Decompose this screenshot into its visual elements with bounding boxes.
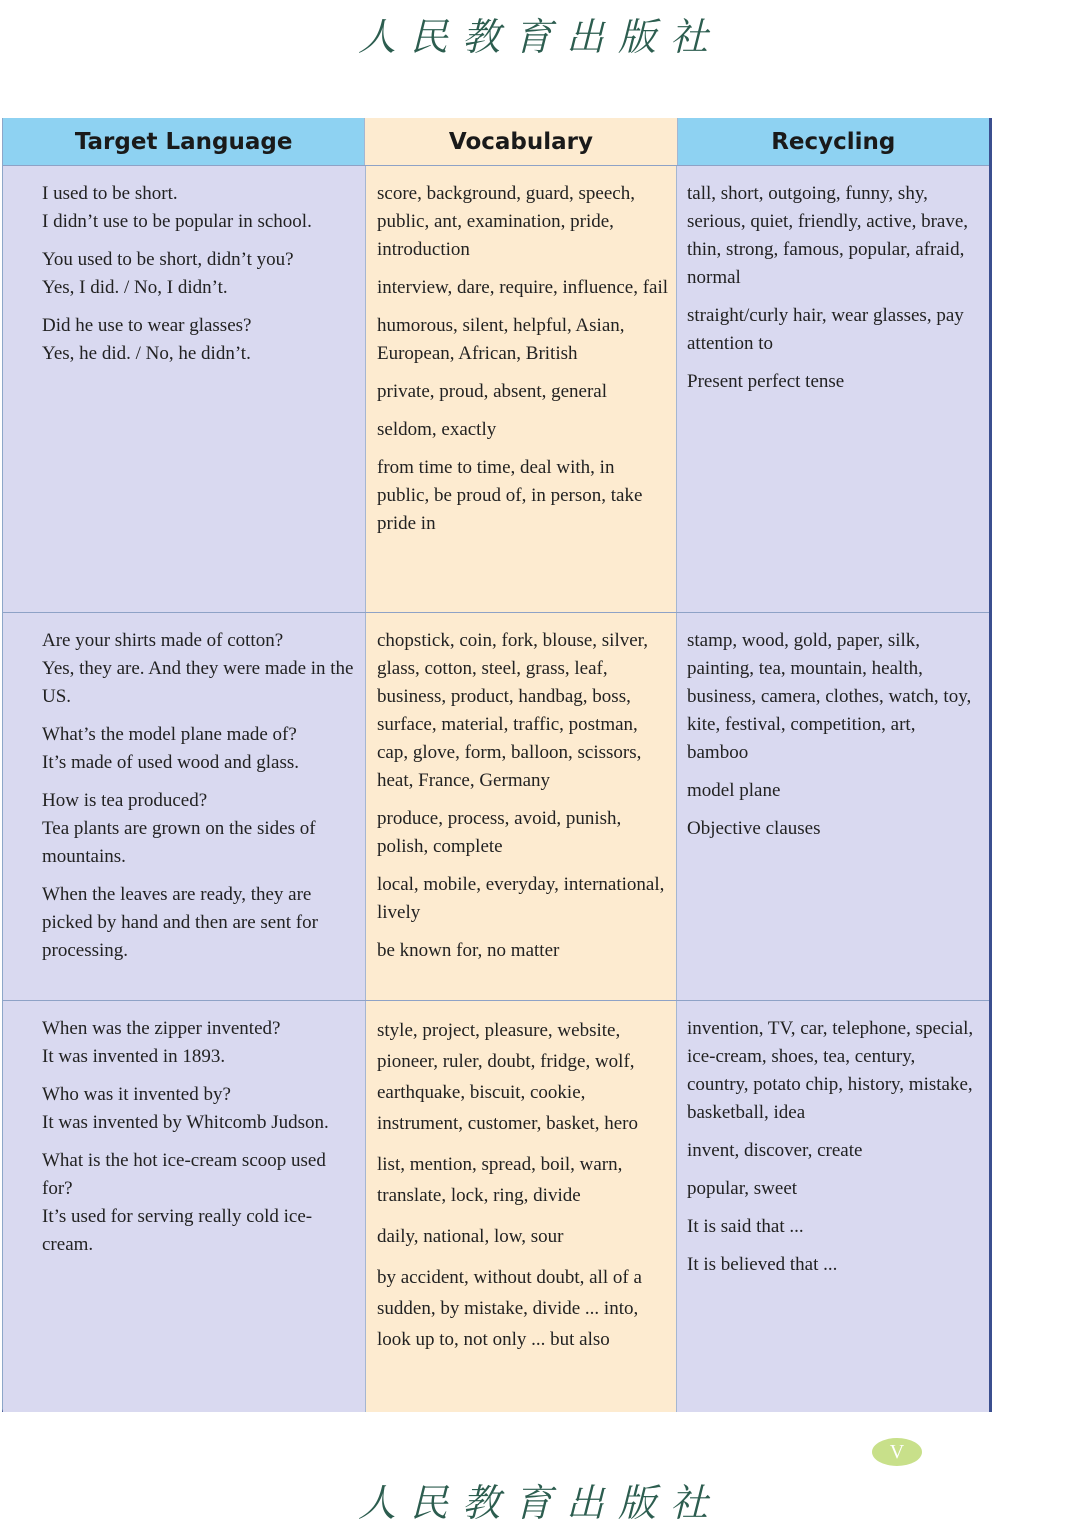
table-row [3, 165, 989, 612]
header-vocabulary: Vocabulary [364, 118, 677, 165]
text-block: Did he use to wear glasses? Yes, he did. / No, he didn’t. [42, 315, 252, 364]
publisher-watermark-bottom: 人民教育出版社 [357, 1481, 722, 1525]
text-block: Are your shirts made of cotton? Yes, they are. And they were made in the US. [42, 630, 354, 707]
text-block: Present perfect tense [687, 371, 845, 392]
text-block: daily, national, low, sour [377, 1226, 564, 1247]
publisher-watermark-top: 人民教育出版社 [357, 15, 722, 59]
recycling-cell [677, 166, 989, 612]
text-block: score, background, guard, speech, public, ant, examination, pride, introduction [377, 183, 635, 260]
vocabulary-cell [365, 166, 677, 612]
text-block: When was the zipper invented? It was invented in 1893. [42, 1018, 281, 1067]
text-block: What’s the model plane made of? It’s made of used wood and glass. [42, 724, 299, 773]
text-block: invention, TV, car, telephone, special, ice-cream, shoes, tea, century, country, potato chip, history, mistake, basketball, idea [687, 1018, 974, 1123]
text-block: tall, short, outgoing, funny, shy, serious, quiet, friendly, active, brave, thin, strong, famous, popular, afraid, normal [687, 183, 969, 288]
text-block: When the leaves are ready, they are picked by hand and then are sent for processing. [42, 884, 318, 961]
text-block: chopstick, coin, fork, blouse, silver, glass, cotton, steel, grass, leaf, business, product, handbag, boss, surface, material, traffic, postman, cap, glove, form, balloon, scissors, heat, France, Germany [377, 630, 648, 791]
target-language-cell [3, 1001, 365, 1412]
text-block: list, mention, spread, boil, warn, translate, lock, ring, divide [377, 1154, 623, 1206]
text-block: stamp, wood, gold, paper, silk, painting, tea, mountain, health, business, camera, clothes, watch, toy, kite, festival, competition, art, bamboo [687, 630, 972, 763]
text-block: produce, process, avoid, punish, polish, complete [377, 808, 622, 857]
text-block: local, mobile, everyday, international, lively [377, 874, 665, 923]
text-block: straight/curly hair, wear glasses, pay attention to [687, 305, 964, 354]
text-block: What is the hot ice-cream scoop used for? It’s used for serving really cold ice-cream. [42, 1150, 326, 1255]
recycling-cell [677, 1001, 989, 1412]
text-block: private, proud, absent, general [377, 381, 608, 402]
table-row [3, 612, 989, 1000]
text-block: humorous, silent, helpful, Asian, European, African, British [377, 315, 625, 364]
text-block: invent, discover, create [687, 1140, 863, 1161]
vocabulary-cell [365, 613, 677, 1000]
table-header [3, 118, 989, 165]
text-block: interview, dare, require, influence, fail [377, 277, 669, 298]
text-block: style, project, pleasure, website, pioneer, ruler, doubt, fridge, wolf, earthquake, biscuit, cookie, instrument, customer, basket, hero [377, 1020, 638, 1134]
text-block: seldom, exactly [377, 419, 497, 440]
syllabus-table [2, 118, 992, 1412]
text-block: model plane [687, 780, 781, 801]
text-block: by accident, without doubt, all of a sudden, by mistake, divide ... into, look up to, not only ... but also [377, 1267, 642, 1350]
text-block: from time to time, deal with, in public, be proud of, in person, take pride in [377, 457, 643, 534]
text-block: How is tea produced? Tea plants are grown on the sides of mountains. [42, 790, 316, 867]
header-recycling: Recycling [678, 118, 989, 165]
text-block: Who was it invented by? It was invented by Whitcomb Judson. [42, 1084, 329, 1133]
header-target-language: Target Language [3, 118, 364, 165]
text-block: You used to be short, didn’t you? Yes, I did. / No, I didn’t. [42, 249, 294, 298]
text-block: be known for, no matter [377, 940, 560, 961]
vocabulary-cell [365, 1001, 677, 1412]
table-row [3, 1000, 989, 1412]
target-language-cell [3, 613, 365, 1000]
text-block: It is said that ... [687, 1216, 804, 1237]
text-block: It is believed that ... [687, 1254, 838, 1275]
text-block: I used to be short. I didn’t use to be popular in school. [42, 183, 312, 232]
page-number-badge: V [872, 1438, 922, 1466]
target-language-cell [3, 166, 365, 612]
text-block: popular, sweet [687, 1178, 798, 1199]
recycling-cell [677, 613, 989, 1000]
text-block: Objective clauses [687, 818, 821, 839]
